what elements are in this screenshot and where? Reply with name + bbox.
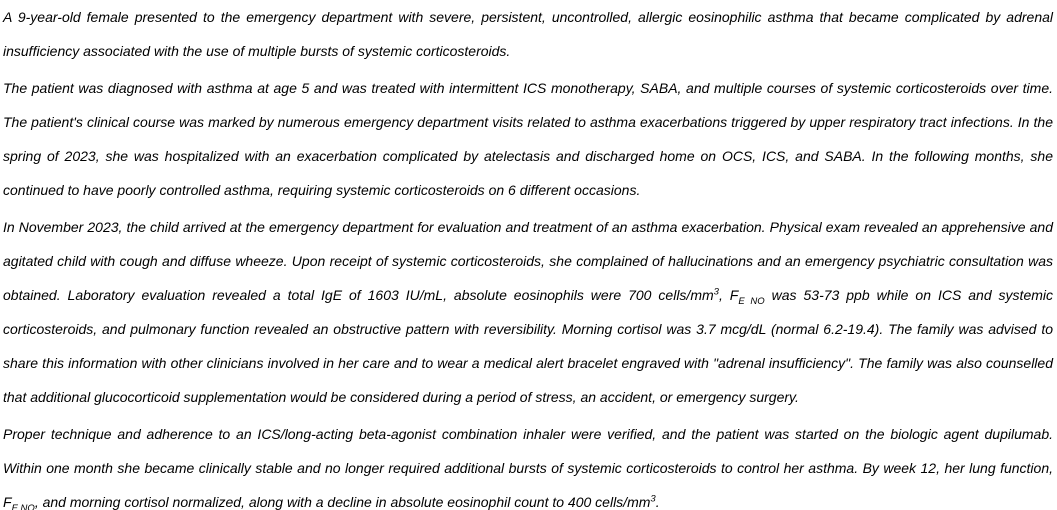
case-paragraph-evaluation: In November 2023, the child arrived at the emergency department for evaluation and treatment of an asthma exacerbation. Physical exam revealed an apprehensive and agitated child with cough and diffuse wheeze. Upon receipt of systemic corticosteroids, she complained of hallucinations and an emergency psychiatric consultation was obtained. Laboratory evaluation revealed a total IgE of 1603 IU/mL, absolute eosinophils were 700 cells/$mm^3$, $F_{E NO}$ was 53-73 ppb while on ICS and systemic corticosteroids, and pulmonary function revealed an obstructive pattern with reversibility. Morning cortisol was 3.7 mcg/dL (normal 6.2-19.4). The family was advised to share this information with other clinicians involved in her care and to wear a medical alert bracelet engraved with "adrenal insufficiency". The family was also counselled that additional glucocorticoid supplementation would be considered during a period of stress, an accident, or emergency surgery.	[3, 219, 1054, 405]
case-paragraph-presentation: A 9-year-old female presented to the emergency department with severe, persistent, uncontrolled, allergic eosinophilic asthma that became complicated by adrenal insufficiency associated with the use of multiple bursts of systemic corticosteroids.	[3, 9, 1053, 59]
case-paragraph-history: The patient was diagnosed with asthma at age 5 and was treated with intermittent ICS monotherapy, SABA, and multiple courses of systemic corticosteroids over time. The patient's clinical course was marked by numerous emergency department visits related to asthma exacerbations triggered by upper respiratory tract infections. In the spring of 2023, she was hospitalized with an exacerbation complicated by atelectasis and discharged home on OCS, ICS, and SABA. In the following months, she continued to have poorly controlled asthma, requiring systemic corticosteroids on 6 different occasions.	[3, 80, 1053, 198]
case-paragraph-treatment-outcome: Proper technique and adherence to an ICS/long-acting beta-agonist combination inhaler were verified, and the patient was started on the biologic agent dupilumab. Within one month she became clinically stable and no longer required additional bursts of systemic corticosteroids to control her asthma. By week 12, her lung function, $F_{E NO}$, and morning cortisol normalized, along with a decline in absolute eosinophil count to 400 cells/$mm^3$.	[3, 426, 1053, 510]
